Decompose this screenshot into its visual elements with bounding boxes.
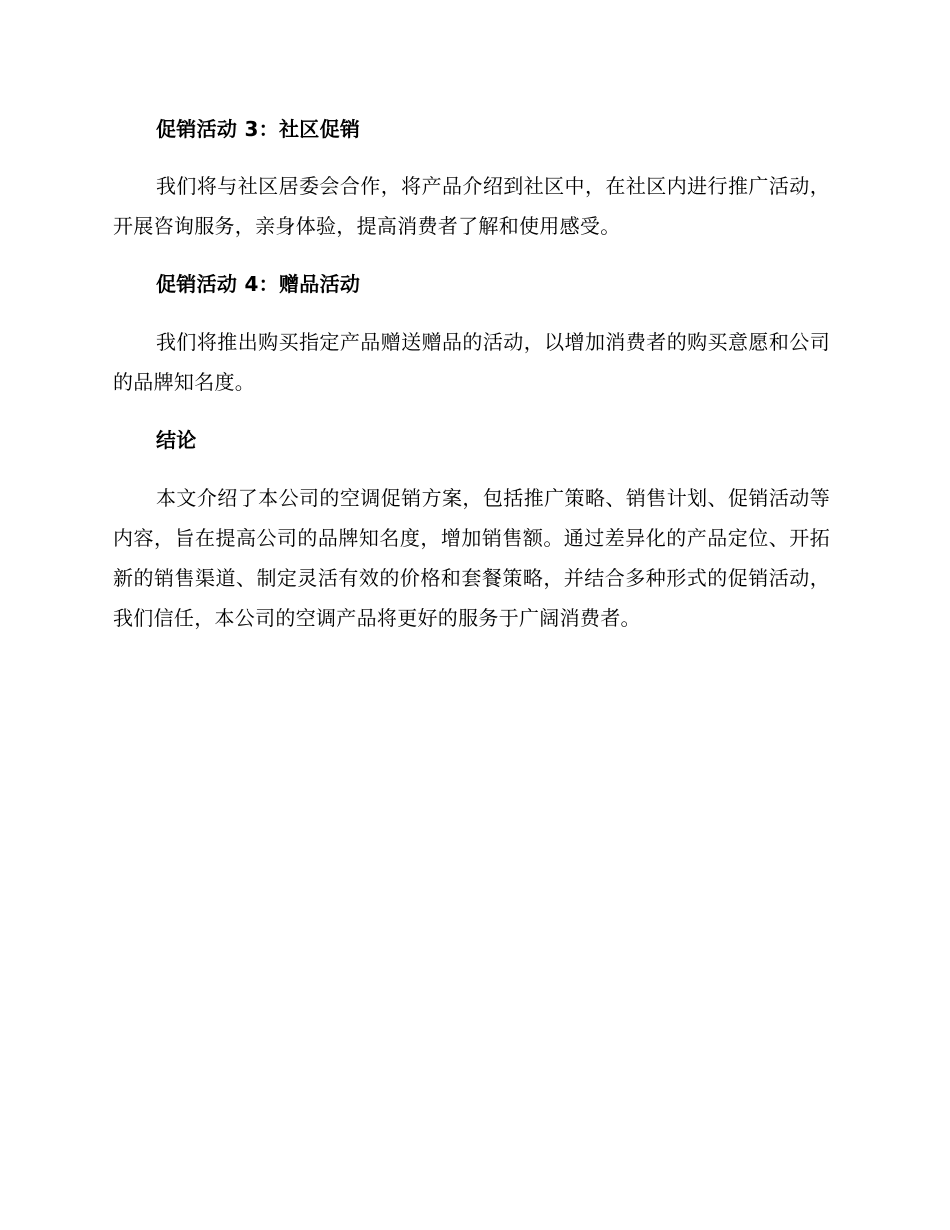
section-paragraph-promotion-4: 我们将推出购买指定产品赠送赠品的活动，以增加消费者的购买意愿和公司的品牌知名度。	[113, 330, 830, 394]
section-heading-conclusion: 结论	[156, 428, 197, 452]
document-body	[113, 110, 830, 638]
section-paragraph-promotion-3: 我们将与社区居委会合作，将产品介绍到社区中，在社区内进行推广活动，开展咨询服务，亲身体验，提高消费者了解和使用感受。	[113, 174, 830, 238]
section-heading-promotion-3: 促销活动 3：社区促销	[156, 117, 361, 141]
section-heading-promotion-4: 促销活动 4：赠品活动	[156, 272, 361, 296]
section-paragraph-conclusion: 本文介绍了本公司的空调促销方案，包括推广策略、销售计划、促销活动等内容，旨在提高公司的品牌知名度，增加销售额。通过差异化的产品定位、开拓新的销售渠道、制定灵活有效的价格和套餐策略，并结合多种形式的促销活动，我们信任，本公司的空调产品将更好的服务于广阔消费者。	[113, 486, 830, 630]
